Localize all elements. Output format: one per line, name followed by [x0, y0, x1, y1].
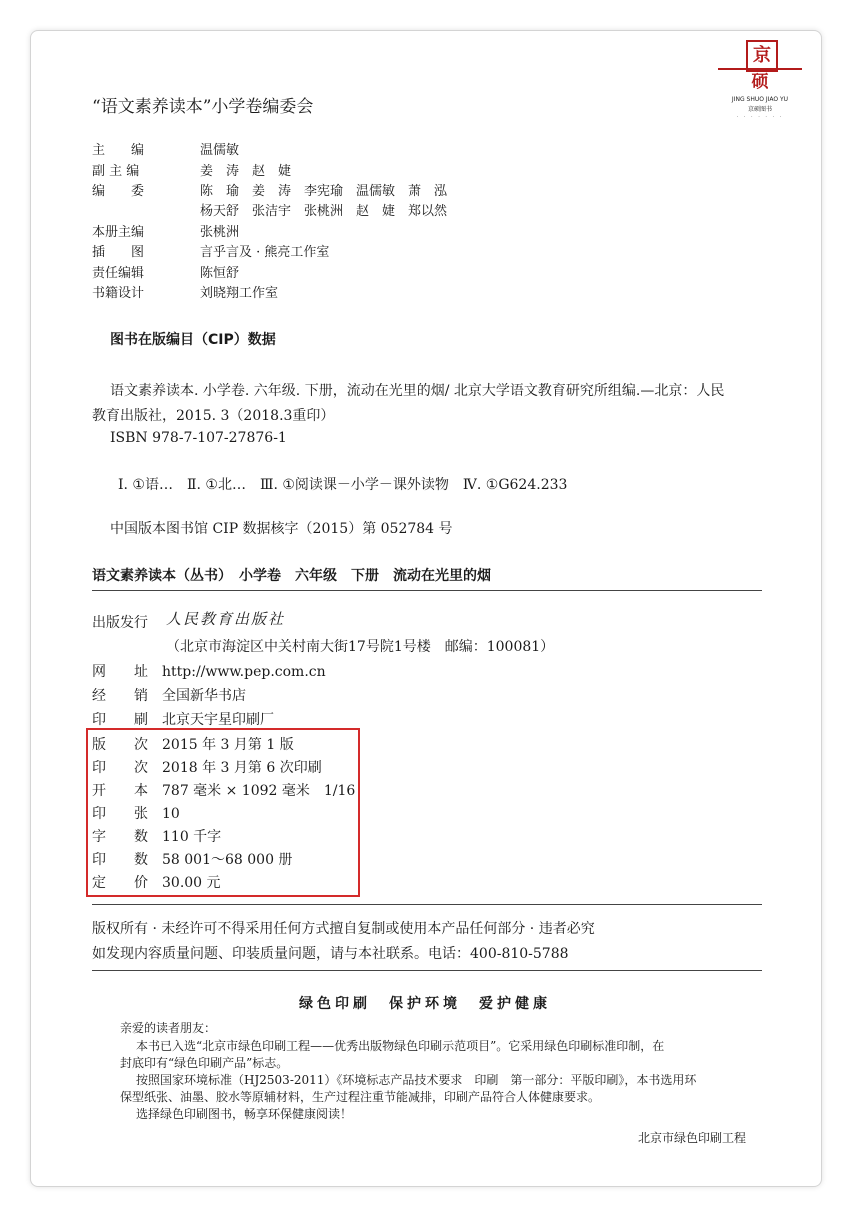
publisher-logo — [712, 36, 796, 122]
green-paragraph-2b: 保型纸张、油墨、胶水等原辅材料，生产过程注重节能减排，印刷产品符合人体健康要求。 — [120, 1090, 601, 1104]
editor-value: 杨天舒 张洁宇 张桃洲 赵 婕 郑以然 — [200, 204, 448, 219]
editor-value: 陈恒舒 — [200, 266, 240, 281]
green-greeting: 亲爱的读者朋友： — [120, 1021, 217, 1035]
copyright-line-1: 版权所有 · 未经许可不得采用任何方式擅自复制或使用本产品任何部分 · 违者必究 — [92, 921, 595, 937]
info-label: 印 数 — [92, 852, 148, 868]
info-value: 787 毫米 × 1092 毫米 1/16 — [162, 783, 356, 799]
copyright-line-2: 如发现内容质量问题、印装质量问题，请与本社联系。电话：400-810-5788 — [92, 946, 569, 962]
info-label: 字 数 — [92, 829, 148, 845]
cip-line-2: 教育出版社，2015. 3（2018.3重印） — [92, 408, 335, 424]
info-value: http://www.pep.com.cn — [162, 664, 326, 680]
info-value: 2015 年 3 月第 1 版 — [162, 737, 294, 753]
info-value: 58 001～68 000 册 — [162, 852, 293, 868]
info-row-price — [92, 872, 221, 892]
green-signature: 北京市绿色印刷工程 — [638, 1131, 747, 1145]
info-label: 印 次 — [92, 760, 148, 776]
info-row-printing — [92, 757, 322, 777]
publisher-address: （北京市海淀区中关村南大街17号院1号楼 邮编：100081） — [166, 639, 555, 655]
divider — [92, 904, 762, 905]
cip-classification: Ⅰ. ①语… Ⅱ. ①北… Ⅲ. ①阅读课－小学－课外读物 Ⅳ. ①G624.233 — [118, 477, 568, 493]
info-value: 全国新华书店 — [162, 688, 246, 704]
editor-value: 温儒敏 — [200, 143, 240, 158]
info-row-edition — [92, 734, 294, 754]
editor-label: 本册主编 — [92, 225, 145, 240]
info-label: 版 次 — [92, 737, 148, 753]
logo-tagline: · · · · · · · — [736, 114, 784, 120]
logo-box-char: 京 — [746, 40, 778, 72]
info-row-sheets — [92, 803, 180, 823]
info-row-word-count — [92, 826, 221, 846]
editor-label: 书籍设计 — [92, 286, 145, 301]
publisher-label: 出版发行 — [92, 615, 148, 631]
logo-english: JING SHUO JIAO YU — [731, 96, 789, 103]
green-paragraph-1a: 本书已入选“北京市绿色印刷工程——优秀出版物绿色印刷示范项目”。它采用绿色印刷标准印制，在 — [136, 1039, 665, 1053]
divider — [92, 590, 762, 591]
editor-value: 言乎言及 · 熊亮工作室 — [200, 245, 330, 260]
cip-isbn: ISBN 978-7-107-27876-1 — [110, 430, 287, 446]
editor-label: 副 主 编 — [92, 164, 140, 179]
info-value: 30.00 元 — [162, 875, 221, 891]
cip-verification: 中国版本图书馆 CIP 数据核字（2015）第 052784 号 — [110, 521, 453, 537]
publisher-name: 人民教育出版社 — [166, 610, 286, 628]
editor-value: 刘晓翔工作室 — [200, 286, 279, 301]
info-row-print-run — [92, 849, 292, 869]
editor-value: 张桃洲 — [200, 225, 240, 240]
editor-label: 责任编辑 — [92, 266, 145, 281]
info-label: 印 张 — [92, 806, 148, 822]
info-value: 2018 年 3 月第 6 次印刷 — [162, 760, 322, 776]
info-label: 开 本 — [92, 783, 148, 799]
logo-chinese: 京硕图书 — [747, 106, 772, 113]
info-label: 网 址 — [92, 664, 148, 680]
info-label: 经 销 — [92, 688, 148, 704]
logo-seal-char: 硕 — [751, 72, 769, 92]
editor-value: 陈 瑜 姜 涛 李宪瑜 温儒敏 萧 泓 — [200, 184, 448, 199]
editor-label: 主 编 — [92, 143, 145, 158]
divider — [92, 970, 762, 971]
green-paragraph-3: 选择绿色印刷图书，畅享环保健康阅读！ — [136, 1107, 353, 1121]
editor-label: 插 图 — [92, 245, 145, 260]
info-value: 北京天宇星印刷厂 — [162, 712, 274, 728]
green-paragraph-2a: 按照国家环境标准（HJ2503-2011）《环境标志产品技术要求 印刷 第一部分：平版印刷》，本书选用环 — [136, 1073, 697, 1087]
info-row-printer — [92, 709, 274, 729]
info-value: 110 千字 — [162, 829, 222, 845]
info-value: 10 — [162, 806, 180, 822]
cip-title: 图书在版编目（CIP）数据 — [110, 332, 276, 348]
info-label: 定 价 — [92, 875, 148, 891]
committee-title: “语文素养读本”小学卷编委会 — [92, 97, 314, 117]
info-label: 印 刷 — [92, 712, 148, 728]
green-paragraph-1b: 封底印有“绿色印刷产品”标志。 — [120, 1056, 289, 1070]
cip-line-1: 语文素养读本. 小学卷. 六年级. 下册，流动在光里的烟/ 北京大学语文教育研究所组编.—北京：人民 — [110, 383, 725, 399]
green-title: 绿色印刷 保护环境 爱护健康 — [299, 996, 551, 1012]
info-row-website — [92, 661, 326, 681]
editor-label: 编 委 — [92, 184, 145, 199]
info-row-distribution — [92, 685, 246, 705]
series-line: 语文素养读本（丛书） 小学卷 六年级 下册 流动在光里的烟 — [92, 568, 491, 584]
info-row-format — [92, 780, 355, 800]
editor-value: 姜 涛 赵 婕 — [200, 164, 292, 179]
